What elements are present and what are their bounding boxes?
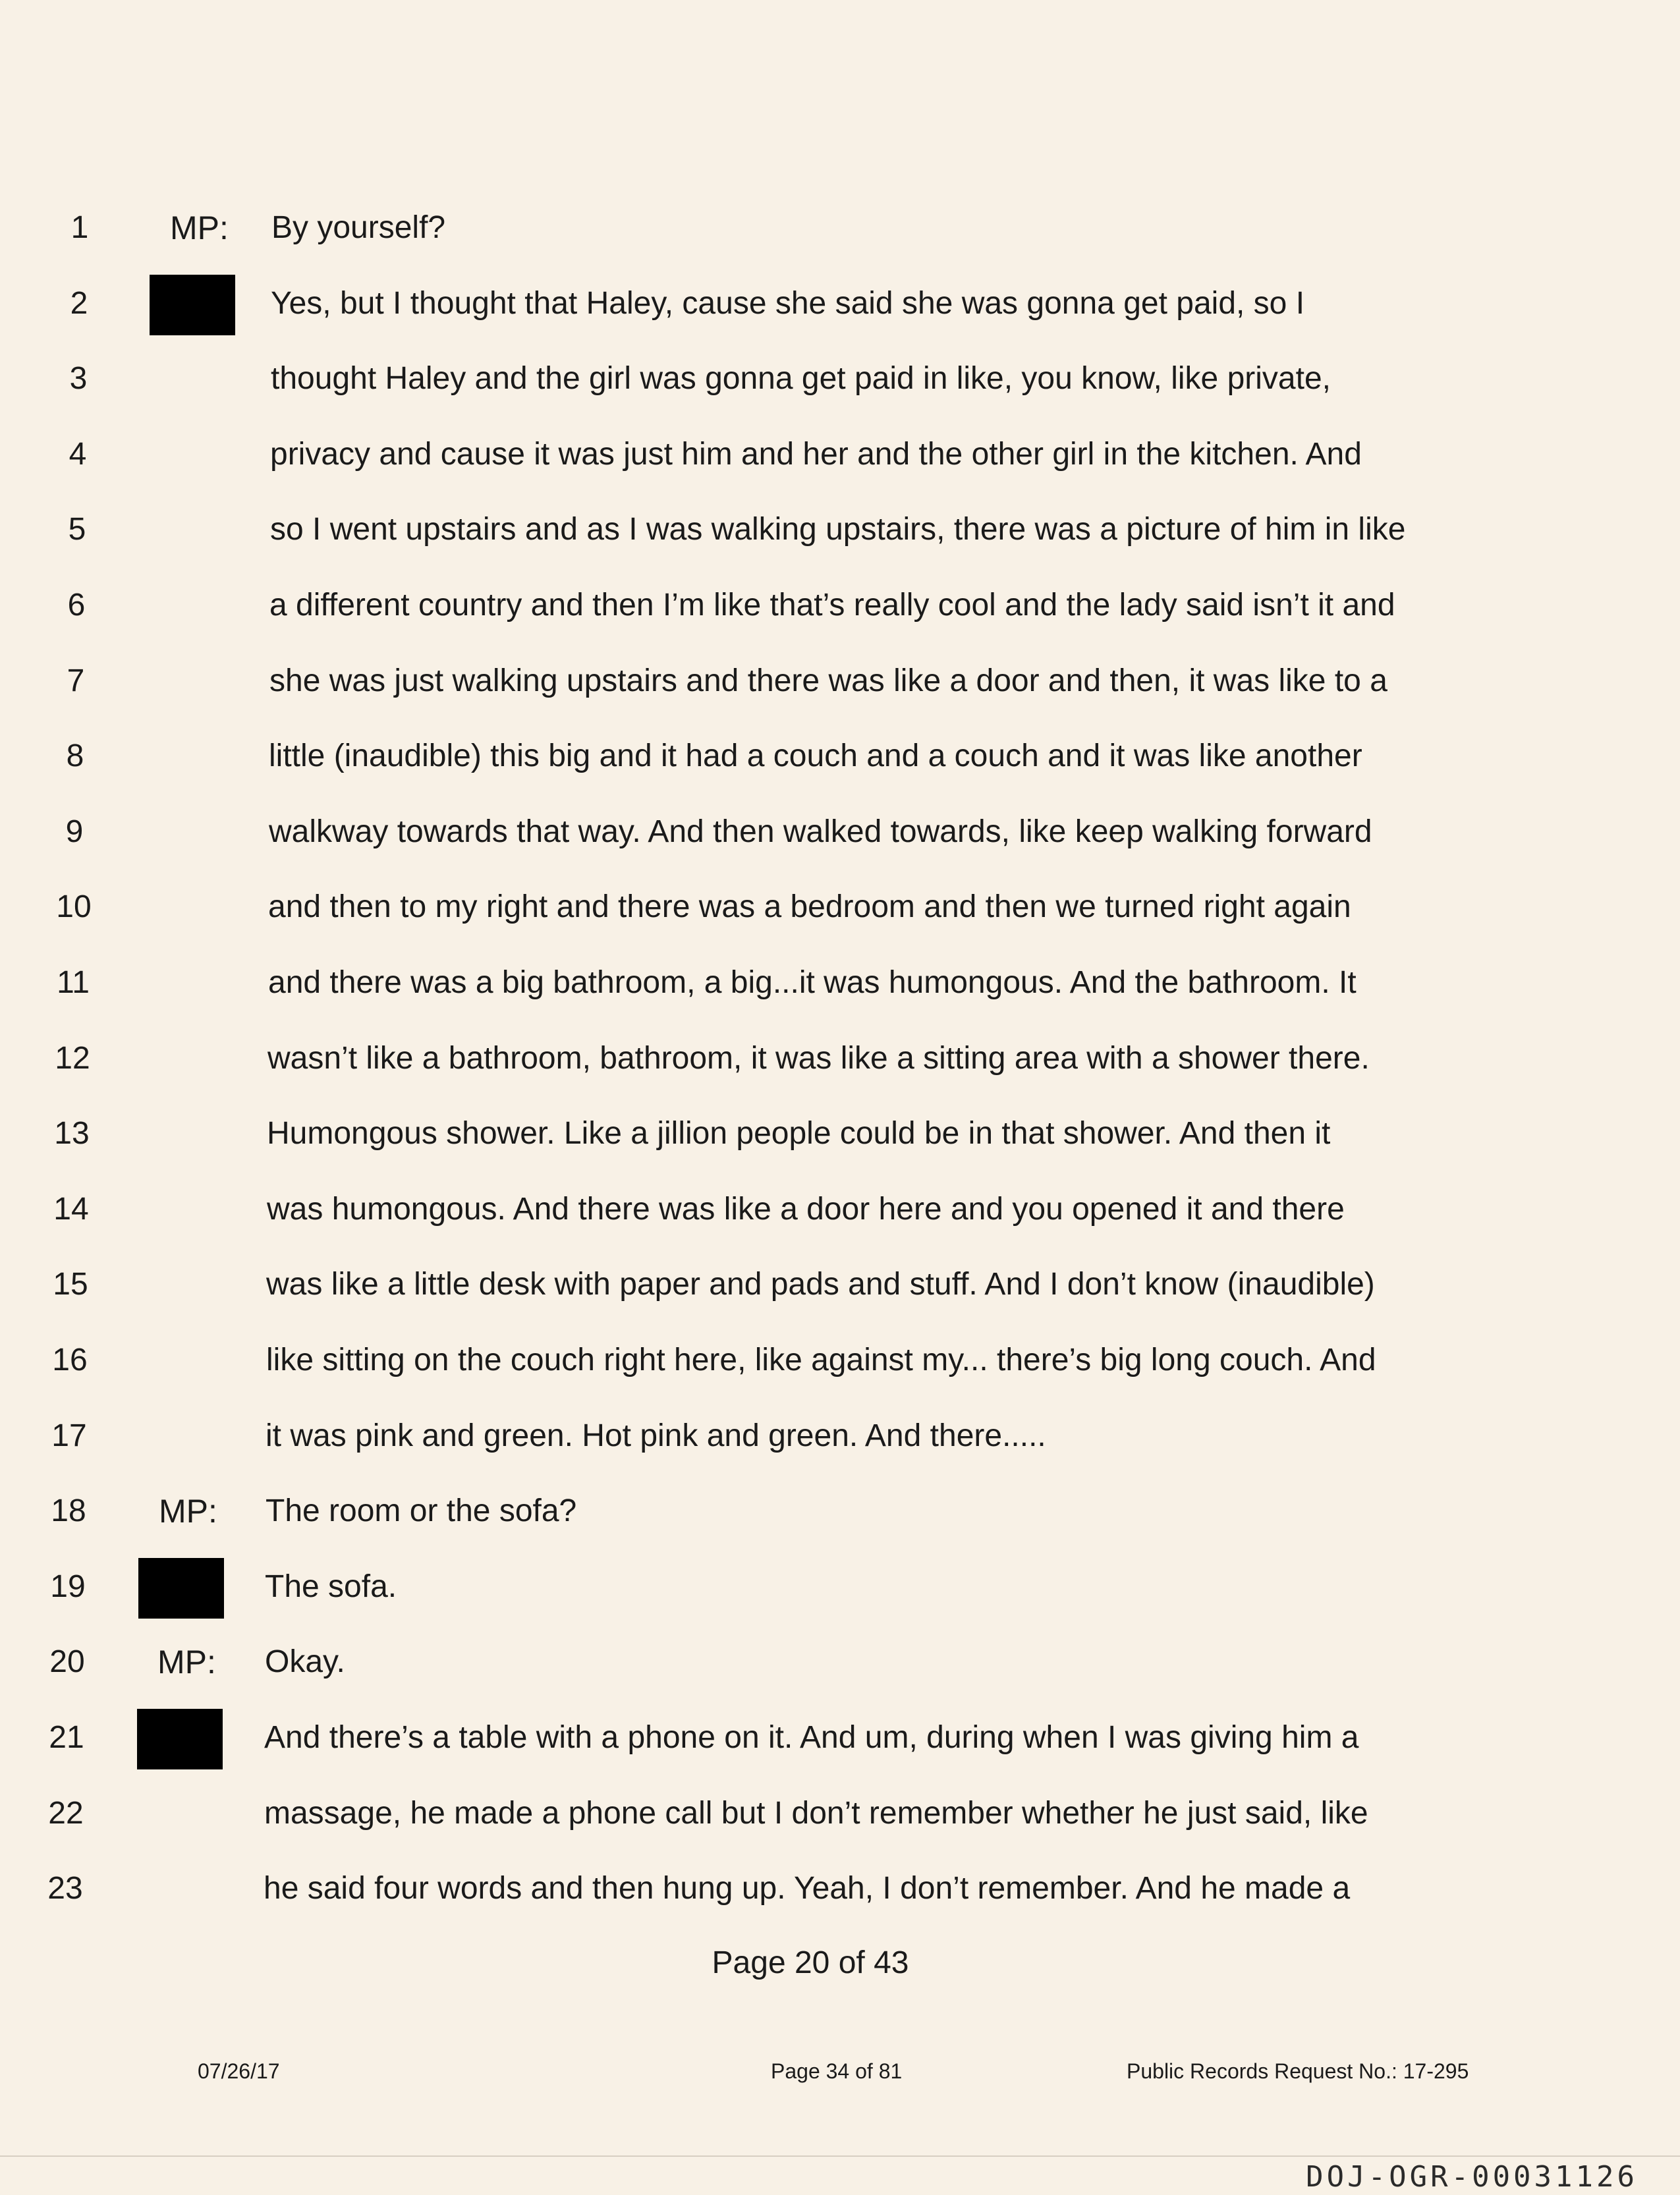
transcript-line [0, 1265, 1680, 1331]
line-number: 19 [50, 1569, 86, 1604]
line-text: he said four words and then hung up. Yeah, I don’t remember. And he made a [264, 1871, 1351, 1906]
line-text: Humongous shower. Like a jillion people could be in that shower. And then it [267, 1116, 1331, 1151]
transcript-line [0, 661, 1680, 727]
line-text: so I went upstairs and as I was walking upstairs, there was a picture of him in like [270, 512, 1406, 547]
redaction-box [150, 275, 235, 335]
transcript-line [0, 1794, 1680, 1860]
transcript-line [0, 1567, 1680, 1633]
line-number: 15 [53, 1267, 88, 1302]
line-number: 18 [51, 1493, 86, 1528]
transcript-line [0, 1416, 1680, 1482]
line-number: 21 [49, 1720, 84, 1755]
line-number: 7 [67, 663, 85, 698]
line-text: massage, he made a phone call but I don’t remember whether he just said, like [264, 1796, 1368, 1831]
line-text: By yourself? [271, 210, 446, 245]
line-number: 2 [70, 286, 88, 321]
transcript-line [0, 963, 1680, 1029]
transcript-line [0, 435, 1680, 501]
line-number: 11 [57, 965, 90, 1000]
speaker-label: MP: [170, 209, 229, 246]
redaction-box [137, 1709, 223, 1769]
transcript-line [0, 359, 1680, 425]
bottom-divider [0, 2155, 1680, 2157]
line-text: and then to my right and there was a bedroom and then we turned right again [268, 889, 1351, 924]
transcript-line [0, 1642, 1680, 1708]
transcript-line [0, 736, 1680, 802]
line-number: 12 [55, 1041, 90, 1076]
line-number: 20 [49, 1644, 85, 1679]
line-text: little (inaudible) this big and it had a couch and a couch and it was like another [269, 738, 1362, 773]
line-number: 5 [68, 512, 86, 547]
transcript-line [0, 887, 1680, 953]
speaker-label: MP: [157, 1644, 216, 1681]
line-text: she was just walking upstairs and there was like a door and then, it was like to a [269, 663, 1387, 698]
line-number: 9 [65, 814, 84, 849]
transcript-line [0, 812, 1680, 878]
speaker-label: MP: [159, 1493, 217, 1530]
redaction-box [138, 1558, 224, 1619]
line-number: 1 [70, 210, 89, 245]
transcript-line [0, 284, 1680, 350]
line-number: 23 [47, 1871, 83, 1906]
line-text: wasn’t like a bathroom, bathroom, it was like a sitting area with a shower there. [267, 1041, 1370, 1076]
line-number: 6 [67, 588, 86, 623]
footer-page: Page 34 of 81 [771, 2059, 903, 2083]
transcript-line [0, 1114, 1680, 1180]
line-text: and there was a big bathroom, a big...it was humongous. And the bathroom. It [268, 965, 1357, 1000]
line-number: 22 [48, 1796, 84, 1831]
line-number: 17 [51, 1418, 87, 1453]
bates-number: DOJ-OGR-00031126 [1306, 2160, 1638, 2194]
footer-request: Public Records Request No.: 17-295 [1127, 2059, 1469, 2083]
line-text: a different country and then I’m like that’s really cool and the lady said isn’t it and [269, 588, 1395, 623]
line-number: 14 [53, 1192, 89, 1227]
transcript-line [0, 1341, 1680, 1406]
line-number: 8 [66, 738, 84, 773]
line-text: Okay. [265, 1644, 345, 1679]
line-text: The sofa. [265, 1569, 397, 1604]
transcript-line [0, 1718, 1680, 1784]
line-text: like sitting on the couch right here, like against my... there’s big long couch. And [266, 1343, 1376, 1377]
transcript-line [0, 1190, 1680, 1256]
transcript-line [0, 208, 1680, 274]
line-text: The room or the sofa? [266, 1493, 577, 1528]
line-number: 16 [52, 1343, 88, 1377]
footer-date: 07/26/17 [198, 2059, 280, 2083]
line-number: 13 [54, 1116, 90, 1151]
line-text: it was pink and green. Hot pink and green. And there..... [266, 1418, 1046, 1453]
line-text: was humongous. And there was like a door here and you opened it and there [267, 1192, 1345, 1227]
line-number: 3 [69, 361, 88, 396]
transcript-line [0, 1039, 1680, 1105]
line-text: privacy and cause it was just him and her and the other girl in the kitchen. And [270, 437, 1362, 472]
transcript-line [0, 1869, 1680, 1935]
line-number: 10 [56, 889, 92, 924]
line-text: thought Haley and the girl was gonna get paid in like, you know, like private, [271, 361, 1331, 396]
line-number: 4 [69, 437, 87, 472]
transcript-line [0, 510, 1680, 576]
line-text: And there’s a table with a phone on it. And um, during when I was giving him a [264, 1720, 1359, 1755]
page-number: Page 20 of 43 [712, 1945, 909, 1980]
transcript-line [0, 1491, 1680, 1557]
line-text: walkway towards that way. And then walked towards, like keep walking forward [269, 814, 1372, 849]
transcript-line [0, 586, 1680, 652]
line-text: Yes, but I thought that Haley, cause she said she was gonna get paid, so I [271, 286, 1305, 321]
line-text: was like a little desk with paper and pads and stuff. And I don’t know (inaudible) [266, 1267, 1375, 1302]
